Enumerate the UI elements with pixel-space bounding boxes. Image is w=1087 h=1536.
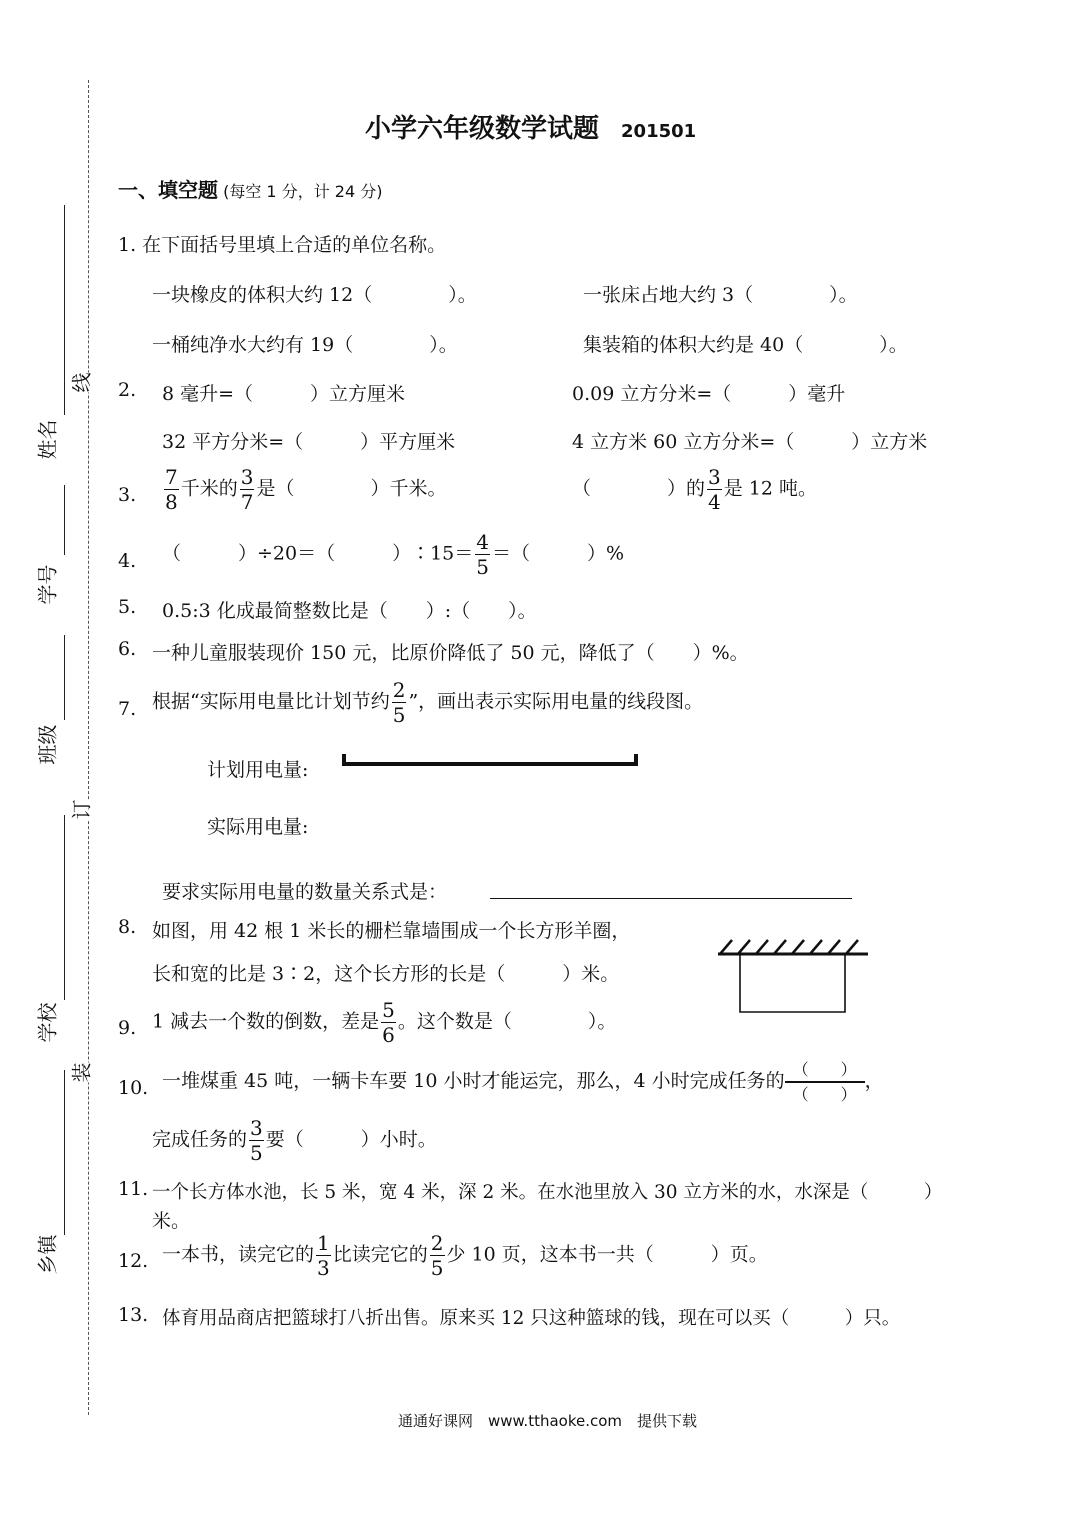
q13-text: 体育用品商店把篮球打八折出售。原来买 12 只这种篮球的钱，现在可以买（ ）只。 (162, 1308, 901, 1329)
q8-line-2: 长和宽的比是 3∶2，这个长方形的长是（ ）米。 (152, 963, 620, 985)
q1-c: 一桶纯净水大约有 19（ ）。 (152, 334, 458, 356)
q9-fraction: $\frac{5}{6}$ (382, 998, 395, 1047)
q4-num: 4. (118, 550, 137, 572)
page-title: 小学六年级数学试题 (365, 114, 600, 144)
q2-b: 0.09 立方分米=（ ）毫升 (572, 383, 846, 405)
q2-c: 32 平方分米=（ ）平方厘米 (162, 431, 456, 453)
q5-text: 0.5:3 化成最简整数比是（ ）:（ ）。 (162, 600, 537, 622)
q3-fraction-2: $\frac{3}{7}$ (240, 465, 254, 514)
binding-mark-staple: 装 (66, 1063, 95, 1083)
q6-num: 6. (118, 638, 137, 660)
plan-segment-bar (342, 762, 638, 766)
title-block (365, 108, 696, 145)
q7-line: 根据“实际用电量比计划节约 $\frac{2}{5}$ ”，画出表示实际用电量的线段图。 (152, 678, 704, 727)
q8-line-1: 如图，用 42 根 1 米长的栅栏靠墙围成一个长方形羊圈， (152, 920, 631, 942)
q4-fraction: $\frac{4}{5}$ (476, 530, 490, 579)
q12-num: 12. (118, 1250, 149, 1272)
school-label: 学校 (35, 1002, 60, 1043)
relation-answer-line[interactable] (490, 898, 852, 899)
name-label: 姓名 (35, 419, 60, 460)
q7-num: 7. (118, 698, 137, 720)
q11-num: 11. (118, 1178, 149, 1200)
q13-num: 13. (118, 1304, 149, 1326)
q5-num: 5. (118, 596, 137, 618)
q6-text: 一种儿童服装现价 150 元，比原价降低了 50 元，降低了（ ）%。 (152, 642, 749, 664)
q2-d: 4 立方米 60 立方分米=（ ）立方米 (572, 431, 928, 453)
q3-line: $\frac{7}{8}$ 千米的 $\frac{3}{7}$ 是（ ）千米。 (165, 465, 447, 514)
fence-rectangle (740, 954, 845, 1012)
q1-b: 一张床占地大约 3（ ）。 (583, 284, 858, 306)
q9-num: 9. (118, 1017, 137, 1039)
binding-mark-line: 线 (66, 373, 95, 393)
q3-fraction-1: $\frac{7}{8}$ (165, 465, 178, 514)
q12-line: 一本书，读完它的 $\frac{1}{3}$ 比读完它的 $\frac{2}{5}$ 少 10 页，这本书一共（ ）页。 (162, 1231, 768, 1280)
q8-num: 8. (118, 916, 137, 938)
footer: 通通好课网 www.tthaoke.com 提供下载 (398, 1412, 698, 1430)
section-heading (118, 174, 382, 203)
q3-fraction-3: $\frac{3}{4}$ (708, 465, 721, 514)
student-number-field-rule (64, 485, 65, 555)
q11-line-2: 米。 (152, 1210, 191, 1232)
class-label: 班级 (35, 724, 60, 765)
binding-line (88, 80, 89, 1415)
q9-line: 1 减去一个数的倒数，差是 $\frac{5}{6}$ 。这个数是（ ）。 (152, 998, 617, 1047)
q10-line-2: 完成任务的 $\frac{3}{5}$ 要（ ）小时。 (152, 1116, 437, 1165)
binding-mark-bind: 订 (66, 800, 95, 820)
q3-num: 3. (118, 484, 137, 506)
q12-fraction-2: $\frac{2}{5}$ (430, 1231, 444, 1280)
q10-line-1: 一堆煤重 45 吨，一辆卡车要 10 小时才能运完，那么，4 小时完成任务的 $\frac{( )}{( )}$ ， (162, 1060, 884, 1105)
q10-fraction: $\frac{3}{5}$ (250, 1116, 263, 1165)
section-title: 一、填空题 (118, 178, 218, 202)
q3-line-b: （ ）的 $\frac{3}{4}$ 是 12 吨。 (572, 465, 818, 514)
township-label: 乡镇 (35, 1234, 60, 1275)
q1-text: 1. 在下面括号里填上合适的单位名称。 (118, 234, 447, 256)
q2-a: 8 毫升=（ ）立方厘米 (162, 383, 406, 405)
q4-line: （ ）÷20＝（ ）∶15＝ $\frac{4}{5}$ ＝（ ）% (162, 530, 625, 579)
wall-hatching (720, 940, 858, 954)
q12-fraction-1: $\frac{1}{3}$ (317, 1231, 330, 1280)
plan-label: 计划用电量: (207, 759, 309, 781)
relation-label: 要求实际用电量的数量关系式是： (162, 881, 448, 903)
q10-num: 10. (118, 1077, 149, 1099)
class-field-rule (64, 635, 65, 720)
q1-d: 集装箱的体积大约是 40（ ）。 (583, 334, 908, 356)
q10-blank-fraction[interactable]: $\frac{( )}{( )}$ (785, 1060, 865, 1104)
q1-a: 一块橡皮的体积大约 12（ ）。 (152, 284, 477, 306)
section-note: (每空 1 分，计 24 分) (223, 182, 383, 201)
school-field-rule (64, 815, 65, 1000)
township-field-rule (64, 1070, 65, 1235)
actual-label: 实际用电量: (207, 816, 309, 838)
title-code: 201501 (621, 121, 697, 142)
q7-fraction: $\frac{2}{5}$ (392, 678, 406, 727)
student-number-label: 学号 (35, 564, 60, 605)
q2-num: 2. (118, 379, 137, 401)
q11-line-1: 一个长方体水池，长 5 米，宽 4 米，深 2 米。在水池里放入 30 立方米的水，水深是（ ） (152, 1182, 943, 1203)
pen-diagram (712, 934, 872, 1016)
